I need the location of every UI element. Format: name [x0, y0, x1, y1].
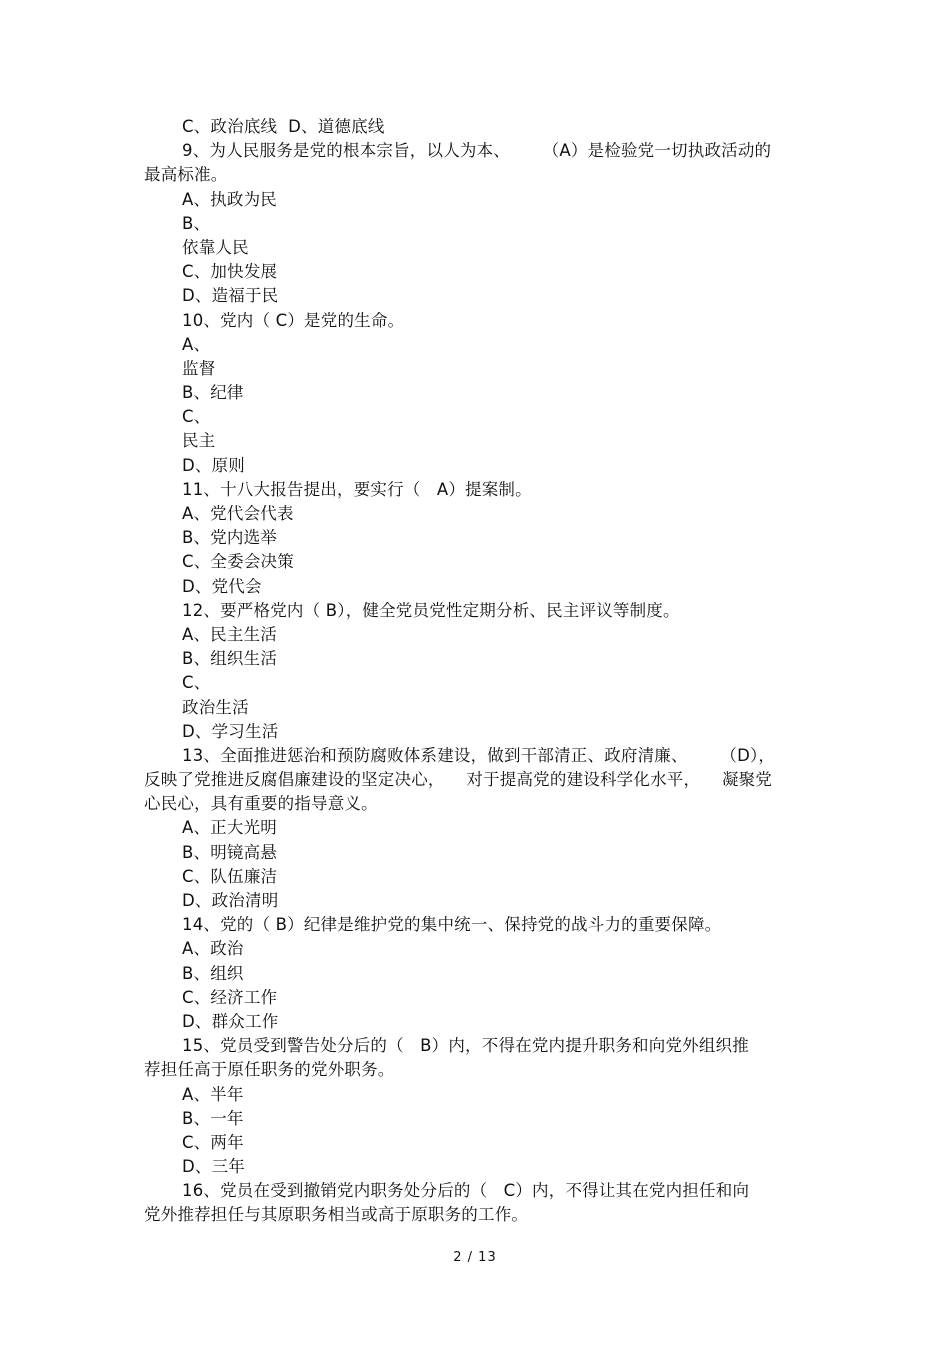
question-line: 15、党员受到警告处分后的（ B）内，不得在党内提升职务和向党外组织推: [182, 1036, 749, 1056]
option-line: D、原则: [182, 455, 246, 475]
question-line: 16、党员在受到撤销党内职务处分后的（ C）内，不得让其在党内担任和向: [182, 1181, 750, 1201]
option-line: D、造福于民: [182, 286, 279, 306]
option-line: D、群众工作: [182, 1011, 279, 1031]
option-line: C、政治底线 D、道德底线: [182, 117, 385, 136]
question-continuation-line: 荐担任高于原任职务的党外职务。: [144, 1060, 395, 1080]
option-line: A、民主生活: [182, 624, 277, 644]
option-line: D、党代会: [182, 576, 262, 596]
option-line: A、执政为民: [182, 189, 277, 209]
option-line: B、纪律: [182, 383, 244, 403]
option-line: 监督: [182, 358, 216, 378]
option-line: A、: [182, 334, 211, 354]
option-line: C、: [182, 673, 211, 693]
question-line: 14、党的（ B）纪律是维护党的集中统一、保持党的战斗力的重要保障。: [182, 915, 722, 935]
option-line: 依靠人民: [182, 237, 249, 257]
option-line: B、: [182, 213, 211, 233]
question-line: 9、为人民服务是党的根本宗旨，以人为本、 （A）是检验党一切执政活动的: [182, 141, 772, 161]
option-line: D、学习生活: [182, 721, 279, 741]
option-line: B、组织: [182, 963, 244, 983]
option-line: D、三年: [182, 1157, 246, 1177]
question-continuation-line: 最高标准。: [144, 165, 228, 185]
document-body: [0, 115, 950, 1228]
option-line: C、全委会决策: [182, 552, 294, 572]
option-line: C、队伍廉洁: [182, 866, 278, 886]
option-line: B、明镜高悬: [182, 842, 278, 862]
option-line: A、半年: [182, 1084, 244, 1104]
option-line: 政治生活: [182, 697, 249, 717]
option-line: C、加快发展: [182, 262, 278, 282]
option-line: A、正大光明: [182, 818, 277, 838]
option-line: 民主: [182, 431, 216, 451]
option-line: D、政治清明: [182, 891, 279, 910]
question-line: 11、十八大报告提出，要实行（ A）提案制。: [182, 479, 532, 499]
question-continuation-line: 党外推荐担任与其原职务相当或高于原职务的工作。: [144, 1205, 529, 1225]
option-line: B、一年: [182, 1108, 244, 1128]
option-line: B、党内选举: [182, 528, 278, 548]
question-line: 10、党内（ C）是党的生命。: [182, 310, 405, 330]
option-line: B、组织生活: [182, 649, 278, 669]
question-line: 13、全面推进惩治和预防腐败体系建设，做到干部清正、政府清廉、 （D），: [182, 745, 776, 765]
option-line: A、党代会代表: [182, 504, 294, 523]
option-line: C、: [182, 407, 211, 427]
question-continuation-line: 反映了党推进反腐倡廉建设的坚定决心， 对于提高党的建设科学化水平， 凝聚党: [144, 770, 773, 790]
option-line: C、两年: [182, 1132, 244, 1152]
option-line: C、经济工作: [182, 987, 278, 1007]
question-continuation-line: 心民心，具有重要的指导意义。: [144, 794, 378, 814]
page-number: 2 / 13: [453, 1250, 497, 1265]
question-line: 12、要严格党内（ B），健全党员党性定期分析、民主评议等制度。: [182, 600, 680, 620]
option-line: A、政治: [182, 939, 244, 959]
